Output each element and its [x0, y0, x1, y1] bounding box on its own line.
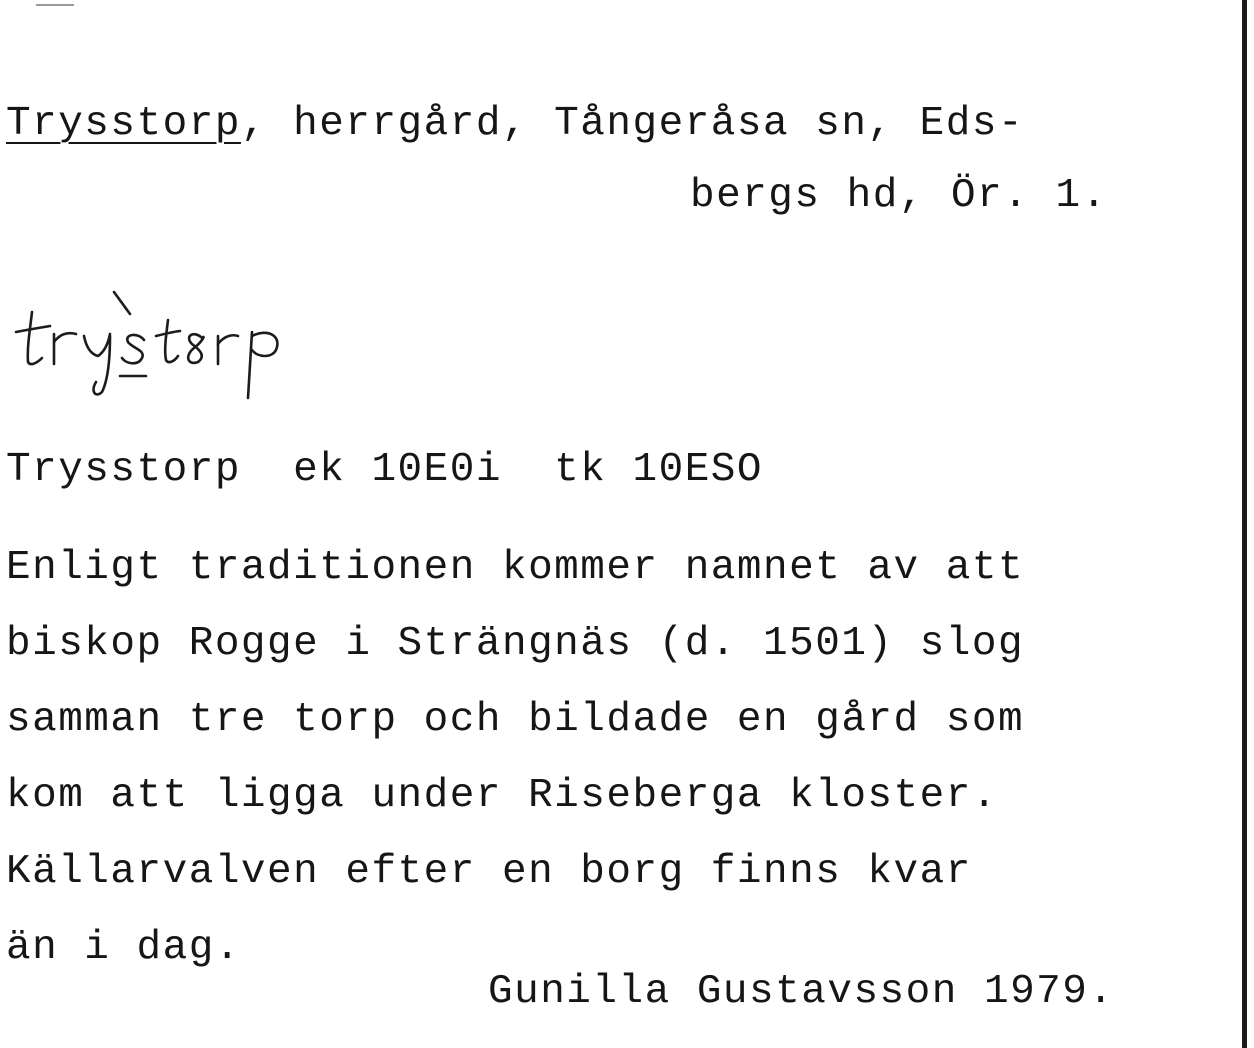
body-line-5: Källarvalven efter en borg finns kvar: [6, 849, 972, 895]
card-right-border: [1242, 0, 1247, 1048]
heading-line-2: bergs hd, Ör. 1.: [690, 173, 1108, 219]
heading-line-1: [6, 100, 1024, 148]
card-edge-mark: [36, 4, 74, 6]
map-reference: Trysstorp ek 10E0i tk 10ESO: [6, 447, 764, 493]
heading-line-1-rest: , herrgård, Tångeråsa sn, Eds-: [240, 101, 1025, 147]
body-line-6: än i dag.: [6, 925, 241, 971]
body-line-3: samman tre torp och bildade en gård som: [6, 697, 1025, 743]
body-line-1: Enligt traditionen kommer namnet av att: [6, 545, 1025, 591]
headword: Trysstorp: [6, 101, 241, 147]
body-line-2: biskop Rogge i Strängnäs (d. 1501) slog: [6, 621, 1025, 667]
phonetic-transcription: [6, 286, 296, 410]
author-signature: Gunilla Gustavsson 1979.: [488, 969, 1115, 1015]
body-line-4: kom att ligga under Riseberga kloster.: [6, 773, 998, 819]
handwritten-phonetic: [6, 286, 296, 410]
